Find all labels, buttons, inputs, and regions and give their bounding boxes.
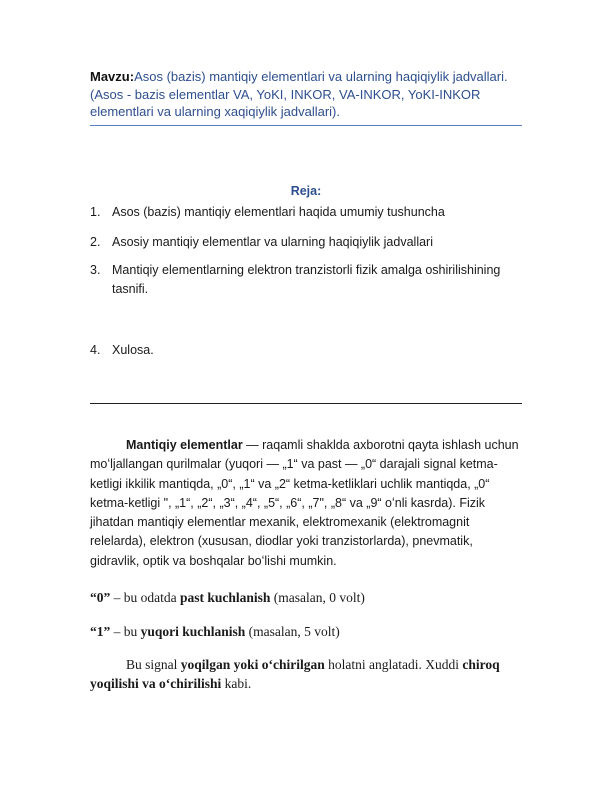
section-divider — [90, 403, 522, 404]
intro-text: — raqamli shaklda axborotni qayta ishlash uchun moʻljallangan qurilmalar (yuqori — „1“ va past — „0“ darajali signal ketma-ketligi ikkilik mantiqda, „0“, „1“ va „2“ ketma-ketliklari uchlik mantiqda, „0“ ketma-ketligi ", „1“, „2“, „3“, „4“, „5“, „6“, „7", „8“ va „9“ oʻnli kasrda). Fizik jihatdan mantiqiy elementlar mexanik, elektromexanik (elektromagnit relelarda), elektron (xususan, diodlar yoki tranzistorlarda), pnevmatik, gidravlik, optik va boshqalar boʻlishi mumkin. — [90, 438, 519, 568]
closing-strong: chiroq yoqilishi va oʻchirilishi — [90, 657, 500, 691]
plan-item-number: 1. — [90, 205, 101, 219]
closing-text: kabi. — [221, 676, 252, 691]
signal-strong: yuqori kuchlanish — [140, 624, 246, 639]
topic-text: Asos (bazis) mantiqiy elementlari va ularning haqiqiylik jadvallari. (Asos - bazis elementlar VA, YoKI, INKOR, VA-INKOR, YoKI-INKOR elementlari va ularning xaqiqiylik jadvallari). — [90, 69, 508, 119]
signal-zero-line — [90, 588, 522, 607]
plan-item-text: Asos (bazis) mantiqiy elementlari haqida umumiy tushuncha — [112, 205, 445, 219]
plan-item-text: Mantiqiy elementlarning elektron tranzistorli fizik amalga oshirilishining tasnifi. — [112, 263, 501, 296]
signal-text: – bu — [110, 624, 141, 639]
closing-strong: yoqilgan yoki oʻchirilgan — [180, 657, 325, 672]
signal-tail: (masalan, 0 volt) — [270, 590, 365, 605]
plan-heading: Reja: — [290, 184, 322, 198]
plan-item-text: Xulosa. — [112, 343, 154, 357]
plan-item-number: 2. — [90, 235, 101, 249]
signal-code: “0” — [90, 590, 111, 605]
plan-item-number: 4. — [90, 343, 101, 357]
signal-code: “1” — [90, 624, 111, 639]
intro-term: Mantiqiy elementlar — [126, 438, 243, 452]
closing-text: holatni anglatadi. Xuddi — [324, 657, 463, 672]
intro-paragraph — [90, 436, 522, 571]
signal-strong: past kuchlanish — [180, 590, 271, 605]
topic-label: Mavzu: — [90, 69, 135, 84]
closing-text: Bu signal — [126, 657, 181, 672]
plan-item-number: 3. — [90, 263, 101, 277]
closing-paragraph — [90, 655, 522, 693]
topic-title — [90, 68, 522, 126]
signal-text: – bu odatda — [110, 590, 180, 605]
signal-tail: (masalan, 5 volt) — [245, 624, 340, 639]
plan-item-text: Asosiy mantiqiy elementlar va ularning haqiqiylik jadvallari — [112, 235, 433, 249]
signal-one-line — [90, 622, 522, 641]
